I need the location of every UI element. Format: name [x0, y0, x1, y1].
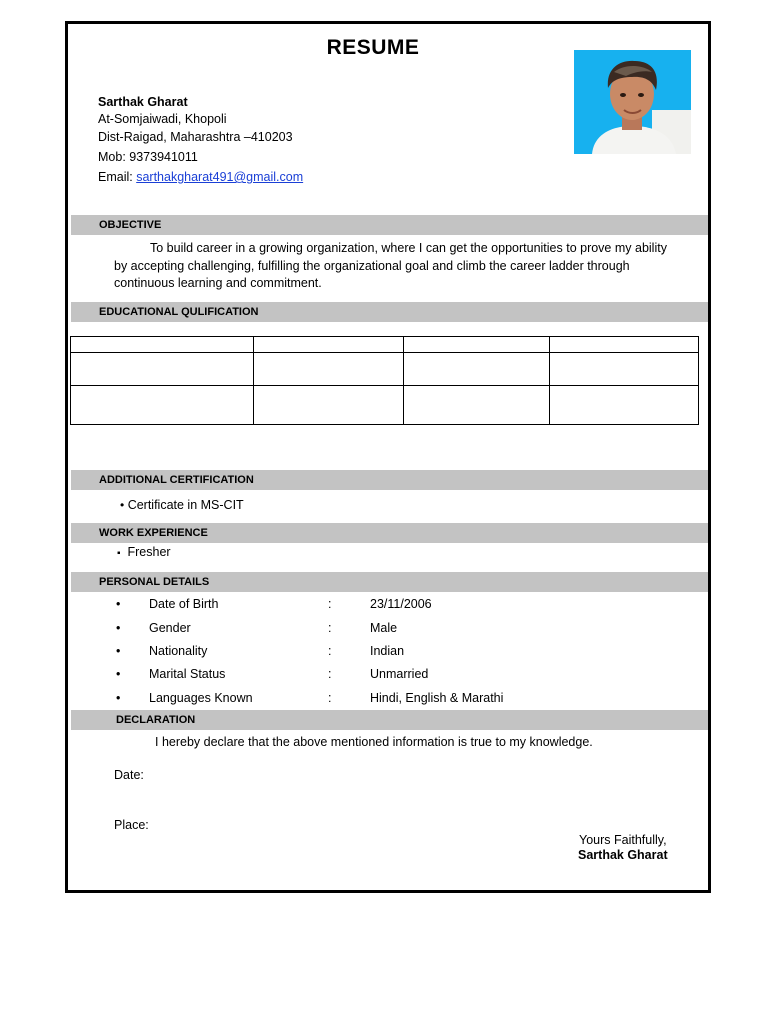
section-heading: DECLARATION	[116, 714, 196, 726]
detail-value-gender: Male	[370, 621, 398, 635]
resume-page	[65, 21, 711, 893]
list-item	[117, 545, 171, 559]
detail-separator: :	[328, 621, 332, 635]
table-cell	[550, 337, 699, 353]
table-cell	[550, 353, 699, 386]
email-label: Email:	[98, 170, 137, 184]
objective-paragraph: To build career in a growing organization, where I can get the opportunities to prove my ability by accepting challenging, fulfilling the organizational goal and climb the career ladder through continuous learning and commitment.	[114, 241, 667, 290]
table-row	[71, 337, 699, 353]
detail-value-languages: Hindi, English & Marathi	[370, 691, 504, 705]
table-cell	[404, 386, 550, 425]
detail-label-nationality: Nationality	[149, 644, 208, 658]
experience-item: Fresher	[127, 545, 171, 559]
address-line-1: At-Somjaiwadi, Khopoli	[98, 112, 227, 126]
square-bullet-icon: ▪	[117, 548, 121, 559]
bullet-icon: •	[116, 644, 121, 658]
table-cell	[71, 337, 254, 353]
table-cell	[71, 353, 254, 386]
detail-value-nationality: Indian	[370, 644, 405, 658]
detail-value-marital: Unmarried	[370, 667, 429, 681]
table-cell	[404, 353, 550, 386]
bullet-icon: •	[120, 498, 125, 512]
address-line-2: Dist-Raigad, Maharashtra –410203	[98, 130, 293, 144]
section-bar-education	[71, 302, 708, 322]
date-label: Date:	[114, 768, 144, 782]
section-heading: PERSONAL DETAILS	[99, 576, 210, 588]
table-cell	[254, 337, 404, 353]
detail-separator: :	[328, 597, 332, 611]
email-link[interactable]: sarthakgharat491@gmail.com	[136, 170, 304, 184]
table-row	[71, 386, 699, 425]
detail-label-gender: Gender	[149, 621, 191, 635]
place-label: Place:	[114, 818, 149, 832]
signature-name: Sarthak Gharat	[578, 848, 668, 862]
list-item	[120, 498, 244, 512]
section-bar-personal	[71, 572, 708, 592]
section-bar-certification	[71, 470, 708, 490]
bullet-icon: •	[116, 597, 121, 611]
table-cell	[550, 386, 699, 425]
table-cell	[404, 337, 550, 353]
detail-separator: :	[328, 667, 332, 681]
detail-separator: :	[328, 691, 332, 705]
detail-value-dob: 23/11/2006	[370, 597, 432, 611]
detail-label-languages: Languages Known	[149, 691, 253, 705]
detail-label-dob: Date of Birth	[149, 597, 219, 611]
closing-text: Yours Faithfully,	[579, 833, 667, 847]
section-heading: OBJECTIVE	[99, 219, 162, 231]
section-bar-experience	[71, 523, 708, 543]
page-title: RESUME	[326, 36, 420, 59]
profile-photo	[574, 50, 691, 154]
section-heading: WORK EXPERIENCE	[99, 527, 208, 539]
section-heading: ADDITIONAL CERTIFICATION	[99, 474, 254, 486]
table-cell	[254, 353, 404, 386]
objective-text	[114, 240, 674, 293]
education-table	[70, 336, 699, 425]
table-cell	[71, 386, 254, 425]
email-line	[98, 170, 303, 184]
mobile-number: Mob: 9373941011	[98, 150, 198, 164]
detail-separator: :	[328, 644, 332, 658]
bullet-icon: •	[116, 691, 121, 705]
candidate-name: Sarthak Gharat	[98, 95, 188, 109]
declaration-text: I hereby declare that the above mentioned information is true to my knowledge.	[155, 735, 593, 749]
section-bar-declaration	[71, 710, 708, 730]
bullet-icon: •	[116, 667, 121, 681]
certification-item: Certificate in MS-CIT	[127, 498, 244, 512]
table-row	[71, 353, 699, 386]
bullet-icon: •	[116, 621, 121, 635]
section-heading: EDUCATIONAL QULIFICATION	[99, 306, 259, 318]
detail-label-marital: Marital Status	[149, 667, 226, 681]
section-bar-objective	[71, 215, 708, 235]
table-cell	[254, 386, 404, 425]
